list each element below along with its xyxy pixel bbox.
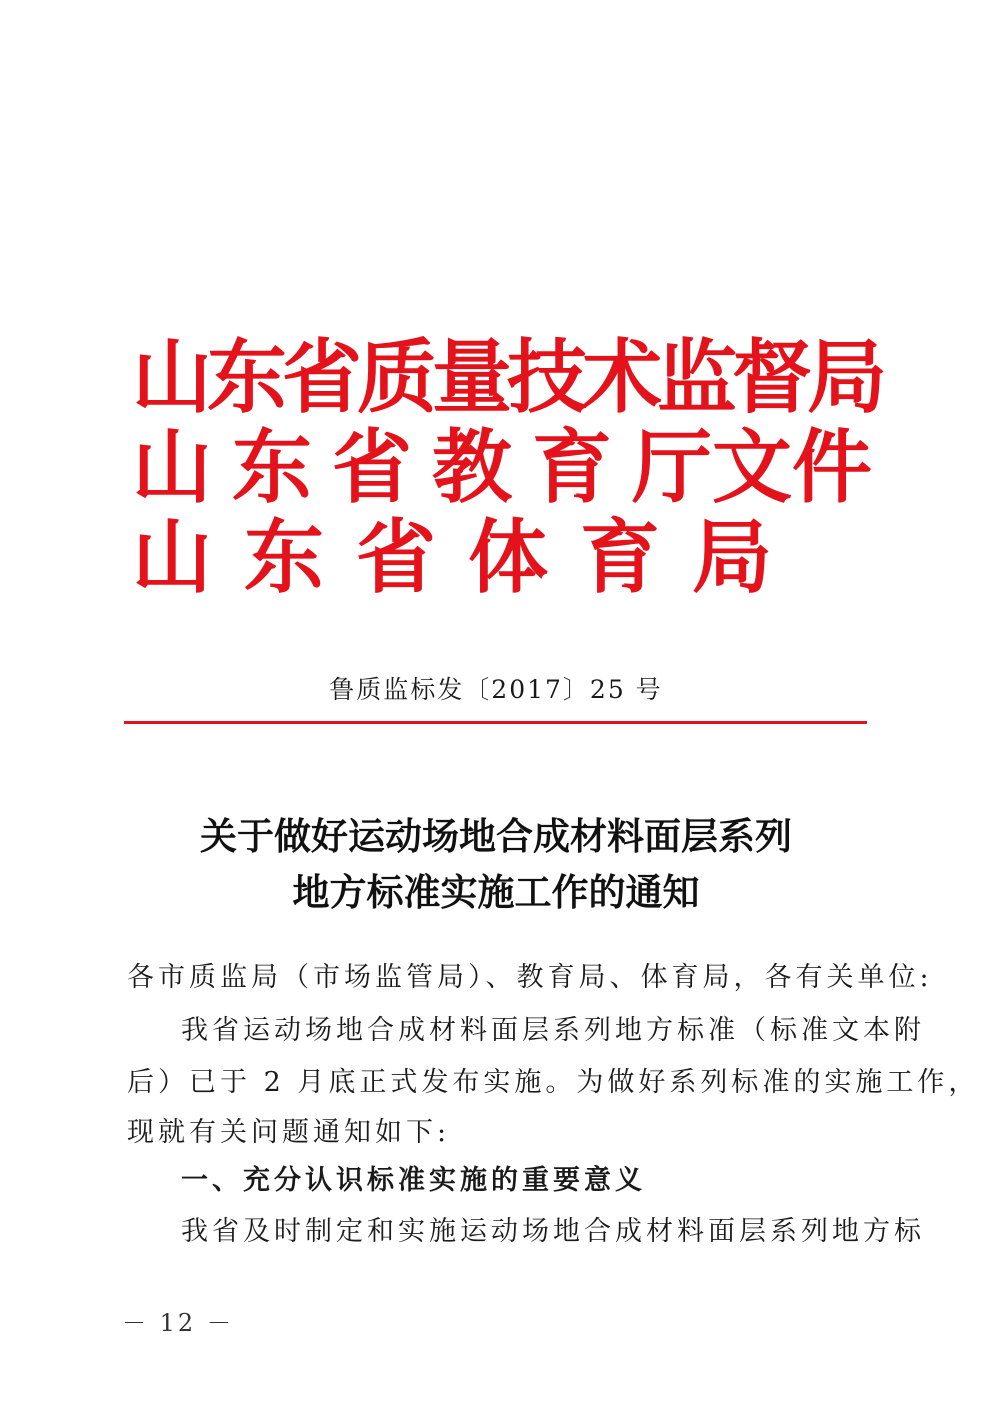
- masthead-line-2-char: 育: [532, 421, 612, 514]
- masthead-line-2-char: 山: [132, 421, 212, 514]
- masthead-line-1-char: 术: [582, 331, 662, 424]
- masthead-line-1-char: 技: [507, 331, 587, 424]
- masthead-line-2-char: 教: [432, 421, 512, 514]
- document-title-line-1: 关于做好运动场地合成材料面层系列: [200, 814, 792, 858]
- masthead-line-1-char: 局: [807, 331, 887, 424]
- masthead-line-1-char: 量: [432, 331, 512, 424]
- masthead-line-1-char: 东: [207, 331, 287, 424]
- paragraph-1-line-3: 现就有关问题通知如下:: [127, 1117, 451, 1148]
- red-divider-rule: [124, 721, 867, 724]
- masthead-line-1: [132, 330, 887, 426]
- masthead-line-2: [132, 420, 872, 516]
- document-title-line-2: 地方标准实施工作的通知: [292, 870, 700, 914]
- masthead-line-2-suffix-char: 厅: [632, 421, 712, 514]
- masthead-line-3-char: 局: [692, 511, 772, 604]
- paragraph-1-line-2: 后）已于 2 月底正式发布实施。为做好系列标准的实施工作，: [127, 1067, 980, 1098]
- masthead-line-1-char: 山: [132, 331, 212, 424]
- masthead-line-2-suffix-char: 文: [712, 421, 792, 514]
- paragraph-1-line-1: 我省运动场地合成材料面层系列地方标准（标准文本附: [181, 1015, 925, 1046]
- paragraph-2-line-1: 我省及时制定和实施运动场地合成材料面层系列地方标: [181, 1216, 925, 1247]
- masthead-line-1-char: 质: [357, 331, 437, 424]
- document-number: 鲁质监标发〔2017〕25 号: [329, 675, 663, 704]
- masthead-line-1-char: 省: [282, 331, 362, 424]
- masthead-line-2-suffix: [632, 420, 872, 516]
- masthead-line-3-char: 省: [356, 511, 436, 604]
- page-number: － 12 －: [122, 1309, 234, 1337]
- masthead-line-3-char: 山: [132, 511, 212, 604]
- masthead-line-3-char: 体: [468, 511, 548, 604]
- section-heading-1: 一、充分认识标准实施的重要意义: [181, 1165, 646, 1196]
- masthead-line-2-char: 省: [332, 421, 412, 514]
- masthead-line-3-char: 育: [580, 511, 660, 604]
- masthead-line-1-char: 监: [657, 331, 737, 424]
- masthead-line-3: [132, 510, 872, 606]
- masthead-line-2-suffix-char: 件: [792, 421, 872, 514]
- masthead-line-2-char: 东: [232, 421, 312, 514]
- masthead-line-1-char: 督: [732, 331, 812, 424]
- masthead-line-3-char: 东: [244, 511, 324, 604]
- salutation: 各市质监局（市场监管局）、教育局、体育局，各有关单位:: [127, 962, 933, 993]
